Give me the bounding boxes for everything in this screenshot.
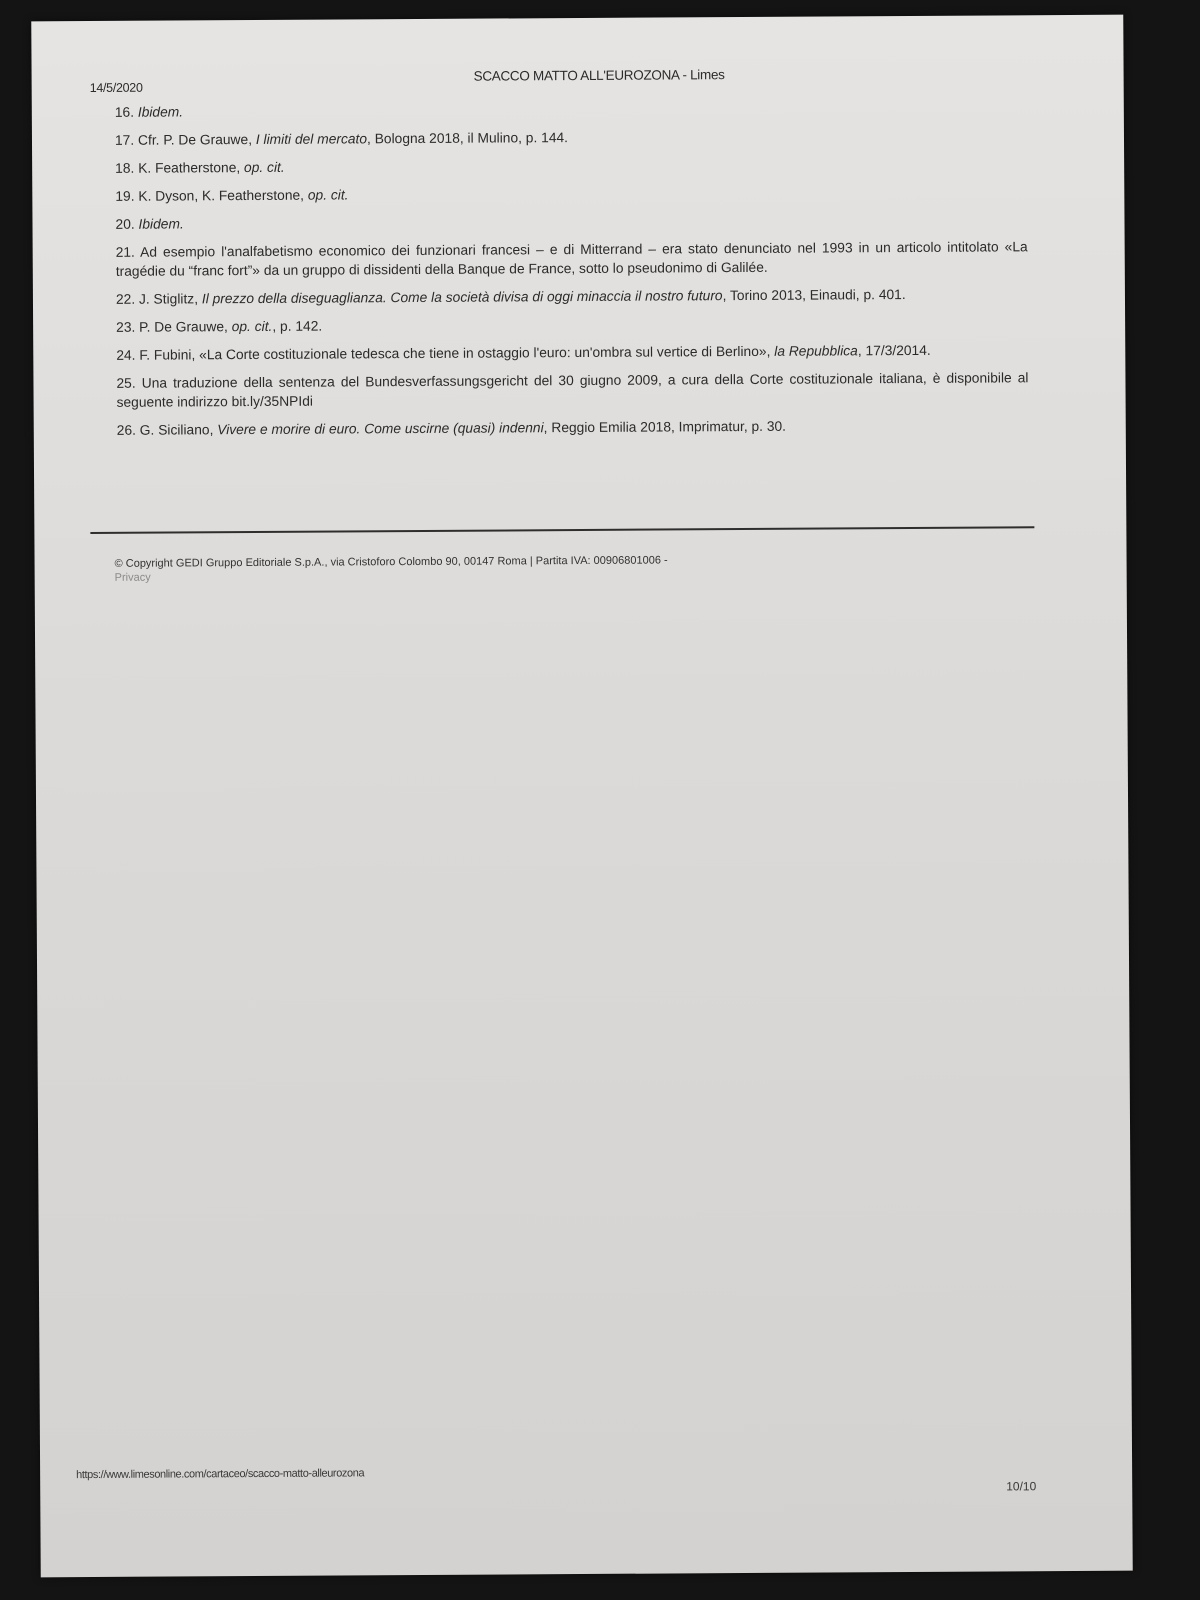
footnote-italic-text: Vivere e morire di euro. Come uscirne (quasi) indenni bbox=[217, 420, 544, 438]
footnote-text: 26. G. Siciliano, bbox=[116, 422, 218, 438]
footnote-item bbox=[115, 125, 1027, 150]
footnote-text: 17. Cfr. P. De Grauwe, bbox=[114, 131, 256, 148]
footnote-text: 23. P. De Grauwe, bbox=[116, 319, 232, 335]
footnote-italic-text: Il prezzo della diseguaglianza. Come la società divisa di oggi minaccia il nostro futuro bbox=[201, 288, 723, 307]
copyright-text: © Copyright GEDI Gruppo Editoriale S.p.A., via Cristoforo Colombo 90, 00147 Roma | Partita IVA: 00906801006 - bbox=[114, 554, 668, 570]
footnote-italic-text: I limiti del mercato bbox=[255, 131, 368, 147]
footer-url: https://www.limesonline.com/cartaceo/scacco-matto-alleurozona bbox=[76, 1467, 365, 1482]
footnote-item bbox=[115, 153, 1027, 178]
print-date: 14/5/2020 bbox=[89, 80, 143, 95]
footnote-italic-text: Ibidem. bbox=[137, 104, 184, 120]
footnote-item bbox=[116, 312, 1028, 337]
footnote-item bbox=[115, 181, 1027, 206]
printed-page bbox=[31, 15, 1132, 1578]
divider-line bbox=[90, 526, 1034, 533]
footnote-text: , Reggio Emilia 2018, Imprimatur, p. 30. bbox=[543, 418, 787, 436]
footnote-text: , Bologna 2018, il Mulino, p. 144. bbox=[366, 130, 569, 147]
footnotes-list bbox=[115, 97, 1029, 449]
footnote-item bbox=[116, 368, 1028, 412]
footnote-text: 25. Una traduzione della sentenza del Bundesverfassungsgericht del 30 giugno 2009, a cura della Corte costituzionale italiana, è disponibile al seguente indirizzo bit.ly/35NPIdi bbox=[116, 370, 1029, 410]
footnote-italic-text: op. cit. bbox=[307, 187, 349, 203]
footnote-italic-text: op. cit. bbox=[243, 159, 285, 176]
footnote-italic-text: la Repubblica bbox=[774, 343, 858, 359]
footnote-text: 19. K. Dyson, K. Featherstone, bbox=[115, 187, 308, 204]
footnote-text: 18. K. Featherstone, bbox=[115, 160, 245, 176]
footnote-item bbox=[116, 284, 1028, 309]
page-header-title: SCACCO MATTO ALL'EUROZONA - Limes bbox=[473, 67, 725, 84]
footnote-italic-text: Ibidem. bbox=[138, 216, 184, 232]
page-number: 10/10 bbox=[1006, 1479, 1037, 1494]
footnote-text: 22. J. Stiglitz, bbox=[115, 291, 202, 307]
footnote-text: 24. F. Fubini, «La Corte costituzionale tedesca che tiene in ostaggio l'euro: un'ombra sul vertice di Berlino», bbox=[116, 343, 775, 363]
footnote-text: 16. bbox=[114, 104, 138, 120]
footnote-item bbox=[116, 340, 1028, 365]
privacy-link[interactable]: Privacy bbox=[114, 571, 151, 584]
footnote-item bbox=[117, 415, 1029, 440]
footnote-italic-text: op. cit. bbox=[231, 318, 273, 335]
footnote-text: 20. bbox=[115, 216, 139, 232]
footnote-text: , p. 142. bbox=[272, 318, 323, 334]
footnote-text: 21. Ad esempio l'analfabetismo economico dei funzionari francesi – e di Mitterrand – era stato denunciato nel 1993 in un articolo intitolato «La tragédie du “franc fort”» da un gruppo di dissidenti della Banque de France, sotto lo pseudonimo di Galilée. bbox=[115, 239, 1028, 279]
footnote-item bbox=[115, 97, 1027, 122]
footnote-item bbox=[115, 209, 1027, 234]
footnote-text: , Torino 2013, Einaudi, p. 401. bbox=[722, 287, 906, 304]
footnote-item bbox=[116, 237, 1028, 281]
footnote-text: , 17/3/2014. bbox=[857, 342, 931, 359]
copyright-notice bbox=[115, 553, 675, 584]
